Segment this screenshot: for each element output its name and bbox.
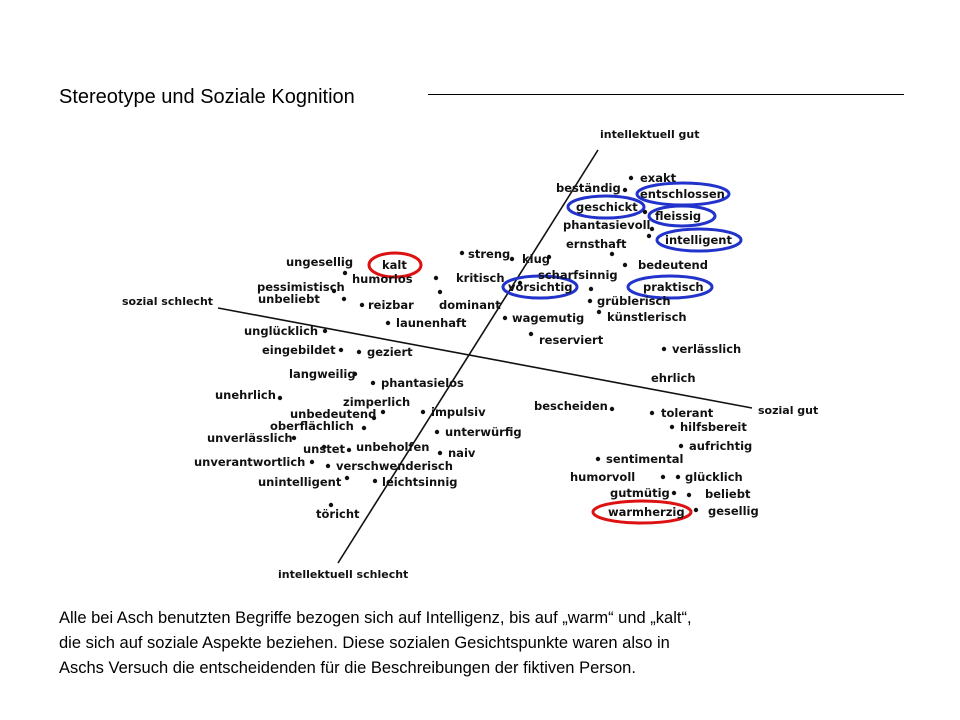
term-exakt: exakt [640, 171, 677, 185]
term-entschlossen: entschlossen [640, 187, 725, 201]
term-humorvoll: humorvoll [570, 470, 636, 484]
term-ehrlich: ehrlich [651, 371, 696, 385]
caption-line-3: Aschs Versuch die entscheidenden für die Beschreibungen der fiktiven Person. [59, 659, 636, 677]
term-verlaesslich: verlässlich [672, 342, 742, 356]
term-reserviert: reserviert [539, 333, 604, 347]
term-fleissig: fleissig [655, 209, 702, 223]
term-hilfsbereit: hilfsbereit [680, 420, 747, 434]
term-phantasielos: phantasielos [381, 376, 464, 390]
term-scharfsinnig: scharfsinnig [538, 268, 618, 282]
term-humorlos: humorlos [352, 272, 413, 286]
term-kritisch: kritisch [456, 271, 505, 285]
term-leichtsinnig: leichtsinnig [382, 475, 458, 489]
term-gruebler: grüblerisch [597, 294, 671, 308]
term-eingebildet: eingebildet [262, 343, 336, 357]
caption-line-2: die sich auf soziale Aspekte beziehen. Diese sozialen Gesichtspunkte waren also in [59, 634, 670, 652]
term-wagemutig: wagemutig [512, 311, 585, 325]
axis-label-social-bad: sozial schlecht [122, 295, 214, 308]
term-unbedeutend: unbedeutend [290, 407, 377, 421]
term-langweilig: langweilig [289, 367, 356, 381]
caption-line-1: Alle bei Asch benutzten Begriffe bezogen sich auf Intelligenz, bis auf „warm“ und „kalt“, [59, 609, 692, 627]
term-gutmuetig: gutmütig [610, 486, 670, 500]
term-ernsthaft: ernsthaft [566, 237, 627, 251]
term-streng: streng [468, 247, 511, 261]
term-dominant: dominant [439, 298, 501, 312]
term-unehrlich: unehrlich [215, 388, 276, 402]
term-tolerant: tolerant [661, 406, 714, 420]
term-beliebt: beliebt [705, 487, 751, 501]
term-unstet: unstet [303, 442, 346, 456]
term-unbeliebt: unbeliebt [258, 292, 320, 306]
term-pessimistisch: pessimistisch [257, 280, 345, 294]
term-launenhaft: launenhaft [396, 316, 467, 330]
term-unterwuerfig: unterwürfig [445, 425, 522, 439]
term-bestaendig: beständig [556, 181, 621, 195]
axis-label-intellectual-bad: intellektuell schlecht [278, 568, 409, 581]
term-zimperlich: zimperlich [343, 395, 411, 409]
term-intelligent: intelligent [665, 233, 732, 247]
axis-label-intellectual-good: intellektuell gut [600, 128, 700, 141]
term-bedeutend: bedeutend [638, 258, 708, 272]
term-unbeholfen: unbeholfen [356, 440, 430, 454]
term-klug: klug [522, 252, 551, 266]
term-aufrichtig: aufrichtig [689, 439, 753, 453]
axis-label-social-good: sozial gut [758, 404, 819, 417]
term-naiv: naiv [448, 446, 476, 460]
term-kuenstlerisch: künstlerisch [607, 310, 687, 324]
term-vorsichtig: vorsichtig [508, 280, 573, 294]
term-warmherzig: warmherzig [608, 505, 685, 519]
term-kalt: kalt [382, 258, 407, 272]
term-verschwenderisch: verschwenderisch [336, 459, 453, 473]
term-gesellig: gesellig [708, 504, 759, 518]
term-gluecklich: glücklich [685, 470, 743, 484]
term-ungesellig: ungesellig [286, 255, 354, 269]
term-sentimental: sentimental [606, 452, 684, 466]
term-oberflaechlich: oberflächlich [270, 419, 354, 433]
term-praktisch: praktisch [643, 280, 704, 294]
term-unverlaesslich: unverlässlich [207, 431, 293, 445]
term-unverantwortlich: unverantwortlich [194, 455, 306, 469]
term-toericht: töricht [316, 507, 360, 521]
term-impulsiv: impulsiv [431, 405, 486, 419]
term-ungluecklich: unglücklich [244, 324, 319, 338]
term-geziert: geziert [367, 345, 413, 359]
term-phantasievoll: phantasievoll [563, 218, 651, 232]
term-geschickt: geschickt [576, 200, 638, 214]
slide-title: Stereotype und Soziale Kognition [59, 86, 355, 108]
term-bescheiden: bescheiden [534, 399, 608, 413]
caption [59, 606, 899, 681]
term-unintelligent: unintelligent [258, 475, 342, 489]
term-reizbar: reizbar [368, 298, 414, 312]
